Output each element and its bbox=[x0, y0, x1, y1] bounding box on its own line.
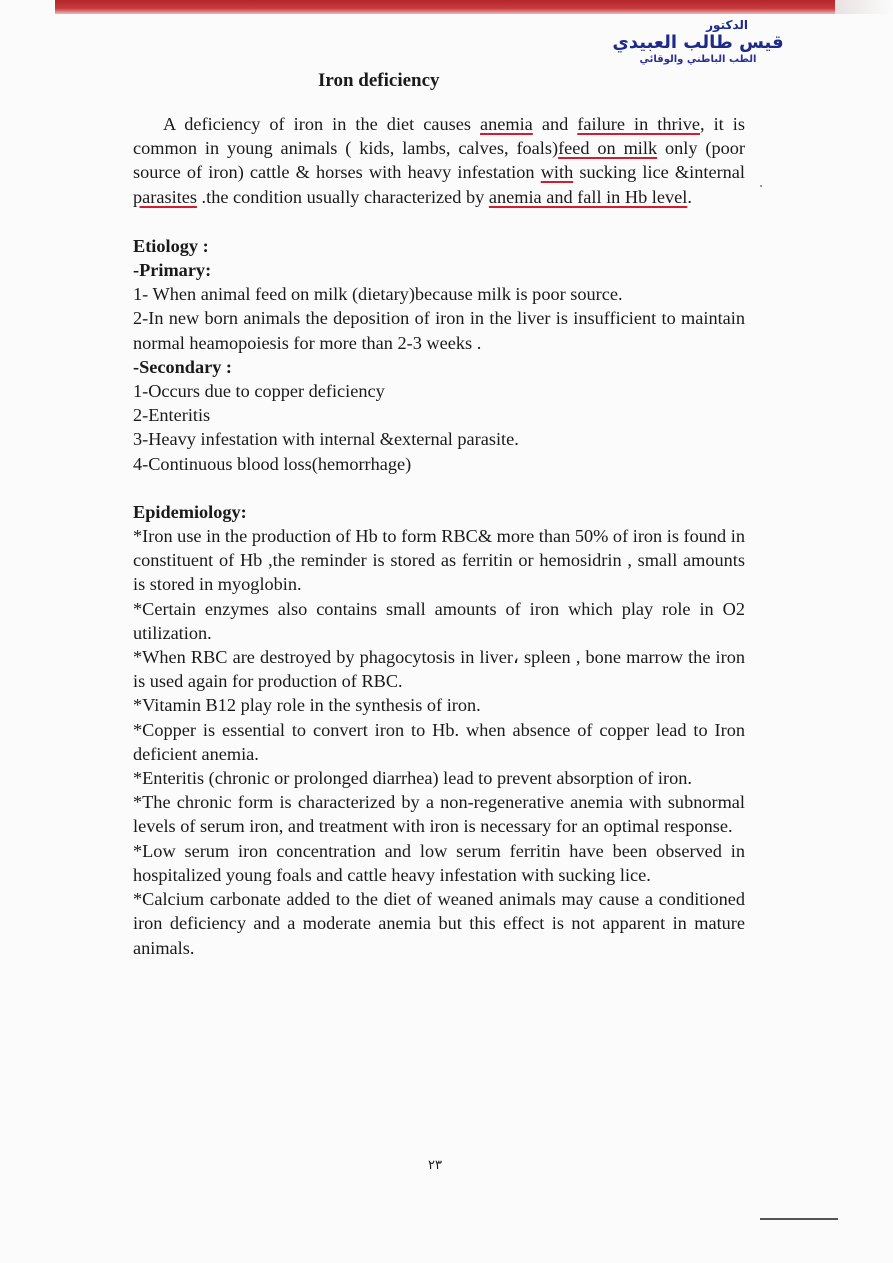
epidemiology-item: *Low serum iron concentration and low serum ferritin have been observed in hospitalized young foals and cattle heavy infestation with sucking lice. bbox=[133, 840, 745, 885]
primary-heading: -Primary: bbox=[133, 260, 212, 281]
secondary-heading: -Secondary : bbox=[133, 356, 233, 377]
underline-parasites: parasites bbox=[133, 186, 197, 207]
intro-text-f: .the condition usually characterized by bbox=[196, 186, 489, 207]
top-strip-fade bbox=[835, 0, 893, 14]
secondary-item: 2-Enteritis bbox=[133, 405, 211, 426]
underline-anemia: anemia bbox=[480, 114, 533, 134]
epidemiology-item: *Iron use in the production of Hb to form RBC& more than 50% of iron is found in constituent of Hb ,the reminder is stored as ferritin or hemosidrin , small amounts is stored in myoglobin. bbox=[133, 526, 745, 595]
stamp-line-3: الطب الباطني والوقائي bbox=[639, 54, 757, 65]
top-red-strip bbox=[55, 0, 835, 14]
epidemiology-item: *Certain enzymes also contains small amounts of iron which play role in O2 utilization. bbox=[133, 598, 745, 643]
primary-item: 1- When animal feed on milk (dietary)because milk is poor source. bbox=[133, 284, 623, 305]
intro-text-a: A deficiency of iron in the diet causes bbox=[163, 114, 481, 134]
underline-with: with bbox=[540, 162, 574, 183]
epidemiology-item: *Calcium carbonate added to the diet of weaned animals may cause a conditioned iron deficiency and a moderate anemia but this effect is not apparent in mature animals. bbox=[133, 889, 745, 958]
section-gap bbox=[133, 476, 745, 500]
document-body bbox=[133, 112, 745, 960]
margin-mark bbox=[760, 185, 762, 187]
intro-text-d: only (poor source of iron) cattle & horses with heavy infestation bbox=[133, 138, 745, 183]
primary-item: 2-In new born animals the deposition of iron in the liver is insufficient to maintain normal heamopoiesis for more than 2-3 weeks . bbox=[133, 308, 745, 353]
page-number: ٢٣ bbox=[428, 1158, 442, 1173]
intro-text-c: , it is common in young animals ( kids, lambs, calves, foals) bbox=[133, 114, 745, 159]
intro-text-e: sucking lice &internal bbox=[573, 162, 745, 183]
intro-text-g: . bbox=[687, 186, 692, 207]
stamp-line-1: الدكتور bbox=[706, 18, 748, 32]
secondary-item: 4-Continuous blood loss(hemorrhage) bbox=[133, 453, 412, 474]
underline-failure-in-thrive: failure in thrive bbox=[577, 114, 700, 134]
epidemiology-heading: Epidemiology: bbox=[133, 501, 247, 522]
underline-anemia-hb: anemia and fall in Hb level bbox=[488, 186, 688, 207]
page-title: Iron deficiency bbox=[318, 70, 440, 91]
intro-paragraph bbox=[133, 112, 745, 209]
epidemiology-item: *Vitamin B12 play role in the synthesis of iron. bbox=[133, 695, 481, 716]
etiology-heading: Etiology : bbox=[133, 235, 209, 256]
secondary-item: 3-Heavy infestation with internal &external parasite. bbox=[133, 429, 519, 450]
underline-feed-on-milk: feed on milk bbox=[558, 138, 658, 159]
epidemiology-item: *Copper is essential to convert iron to Hb. when absence of copper lead to Iron deficient anemia. bbox=[133, 719, 745, 764]
intro-text-b: and bbox=[532, 114, 578, 134]
page-edge-line bbox=[760, 1218, 838, 1220]
epidemiology-item: *When RBC are destroyed by phagocytosis in liver، spleen , bone marrow the iron is used again for production of RBC. bbox=[133, 647, 745, 692]
epidemiology-item: *The chronic form is characterized by a non-regenerative anemia with subnormal levels of serum iron, and treatment with iron is necessary for an optimal response. bbox=[133, 792, 745, 837]
stamp-line-2: قيس طالب العبيدي bbox=[612, 32, 784, 53]
author-stamp bbox=[608, 18, 788, 65]
secondary-item: 1-Occurs due to copper deficiency bbox=[133, 381, 385, 402]
epidemiology-item: *Enteritis (chronic or prolonged diarrhea) lead to prevent absorption of iron. bbox=[133, 768, 692, 789]
